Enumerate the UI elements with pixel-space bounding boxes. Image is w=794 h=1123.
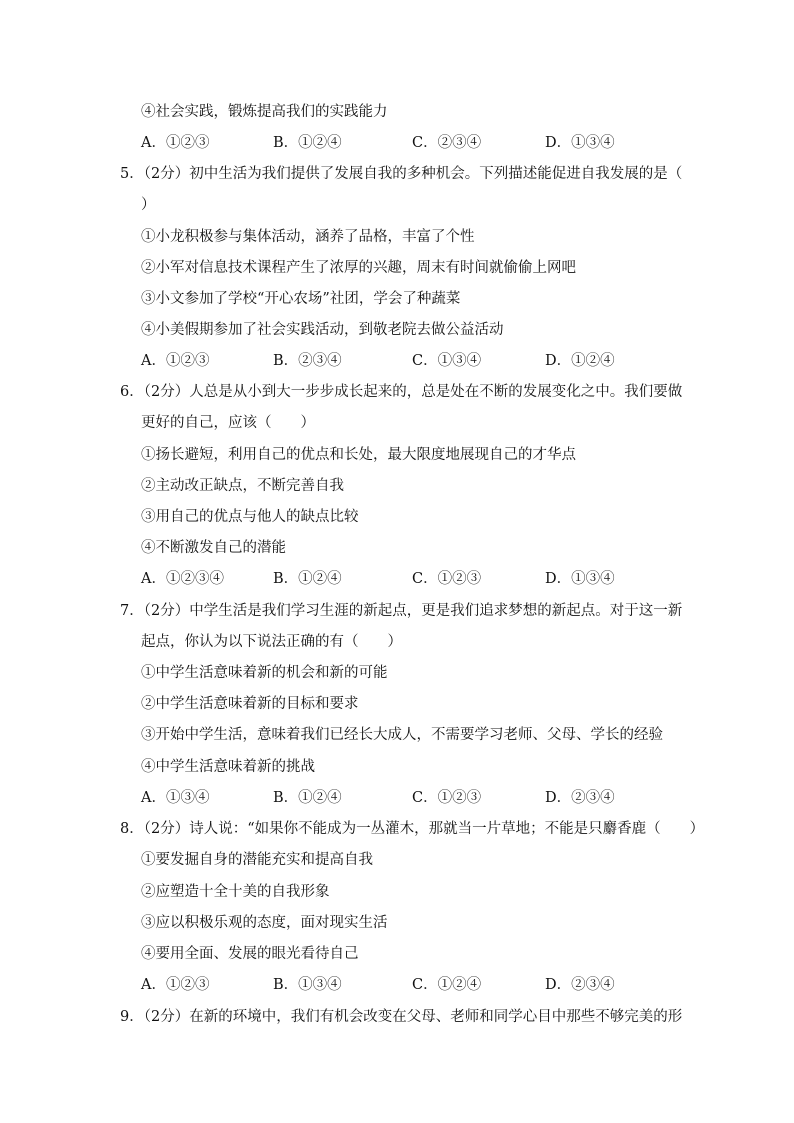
q5-item-1: ①小龙积极参与集体活动，涵养了品格，丰富了个性 — [141, 229, 475, 245]
q7-item-4: ④中学生活意味着新的挑战 — [141, 759, 315, 775]
q7-option-a: A．①③④ — [141, 790, 210, 806]
q5-item-3: ③小文参加了学校“开心农场”社团，学会了种蔬菜 — [141, 291, 461, 307]
q4-option-c: C．②③④ — [412, 135, 482, 151]
q8-option-a: A．①②③ — [141, 977, 210, 993]
q7-item-3: ③开始中学生活，意味着我们已经长大成人，不需要学习老师、父母、学长的经验 — [141, 727, 663, 743]
q6-item-3: ③用自己的优点与他人的缺点比较 — [141, 509, 359, 525]
q4-option-b: B．①②④ — [273, 135, 342, 151]
q6-options — [141, 570, 661, 588]
q7-option-c: C．①②③ — [412, 790, 482, 806]
q6-option-d: D．①③④ — [545, 571, 615, 587]
q5-option-d: D．①②④ — [545, 353, 615, 369]
q4-item-4: ④社会实践，锻炼提高我们的实践能力 — [141, 104, 388, 120]
q6-stem: 6．（2分）人总是从小到大一步步成长起来的，总是处在不断的发展变化之中。我们要做 — [120, 384, 683, 400]
q6-item-1: ①扬长避短，利用自己的优点和长处，最大限度地展现自己的才华点 — [141, 447, 576, 463]
q4-options — [141, 134, 661, 152]
q8-item-2: ②应塑造十全十美的自我形象 — [141, 884, 330, 900]
q5-option-c: C．①③④ — [412, 353, 482, 369]
q8-option-d: D．②③④ — [545, 977, 615, 993]
q8-item-1: ①要发掘自身的潜能充实和提高自我 — [141, 852, 373, 868]
q4-option-a: A．①②③ — [141, 135, 210, 151]
q8-options — [141, 976, 661, 994]
q7-stem: 7．（2分）中学生活是我们学习生涯的新起点，更是我们追求梦想的新起点。对于这一新 — [120, 603, 683, 619]
q9-stem: 9．（2分）在新的环境中，我们有机会改变在父母、老师和同学心目中那些不够完美的形 — [120, 1009, 683, 1025]
q8-item-4: ④要用全面、发展的眼光看待自己 — [141, 946, 359, 962]
q7-option-b: B．①②④ — [273, 790, 342, 806]
q4-option-d: D．①③④ — [545, 135, 615, 151]
q7-options — [141, 789, 661, 807]
q6-item-4: ④不断激发自己的潜能 — [141, 540, 286, 556]
q8-option-c: C．①②④ — [412, 977, 482, 993]
q7-stem-continued: 起点，你认为以下说法正确的有（ ） — [141, 634, 402, 650]
q5-item-4: ④小美假期参加了社会实践活动，到敬老院去做公益活动 — [141, 322, 504, 338]
q8-option-b: B．①③④ — [273, 977, 342, 993]
q6-item-2: ②主动改正缺点，不断完善自我 — [141, 478, 344, 494]
q5-stem-continued: ） — [141, 197, 156, 213]
q7-option-d: D．②③④ — [545, 790, 615, 806]
q7-item-2: ②中学生活意味着新的目标和要求 — [141, 696, 359, 712]
q8-stem: 8．（2分）诗人说：“如果你不能成为一丛灌木，那就当一片草地；不能是只麝香鹿（ ） — [120, 821, 705, 837]
q6-option-b: B．①②④ — [273, 571, 342, 587]
q5-option-a: A．①②③ — [141, 353, 210, 369]
q5-options — [141, 352, 661, 370]
q6-option-c: C．①②③ — [412, 571, 482, 587]
q6-option-a: A．①②③④ — [141, 571, 224, 587]
q5-option-b: B．②③④ — [273, 353, 342, 369]
q5-stem: 5．（2分）初中生活为我们提供了发展自我的多种机会。下列描述能促进自我发展的是（ — [120, 166, 683, 182]
q7-item-1: ①中学生活意味着新的机会和新的可能 — [141, 665, 388, 681]
q8-item-3: ③应以积极乐观的态度，面对现实生活 — [141, 915, 388, 931]
q6-stem-continued: 更好的自己，应该（ ） — [141, 415, 315, 431]
q5-item-2: ②小军对信息技术课程产生了浓厚的兴趣，周末有时间就偷偷上网吧 — [141, 260, 576, 276]
